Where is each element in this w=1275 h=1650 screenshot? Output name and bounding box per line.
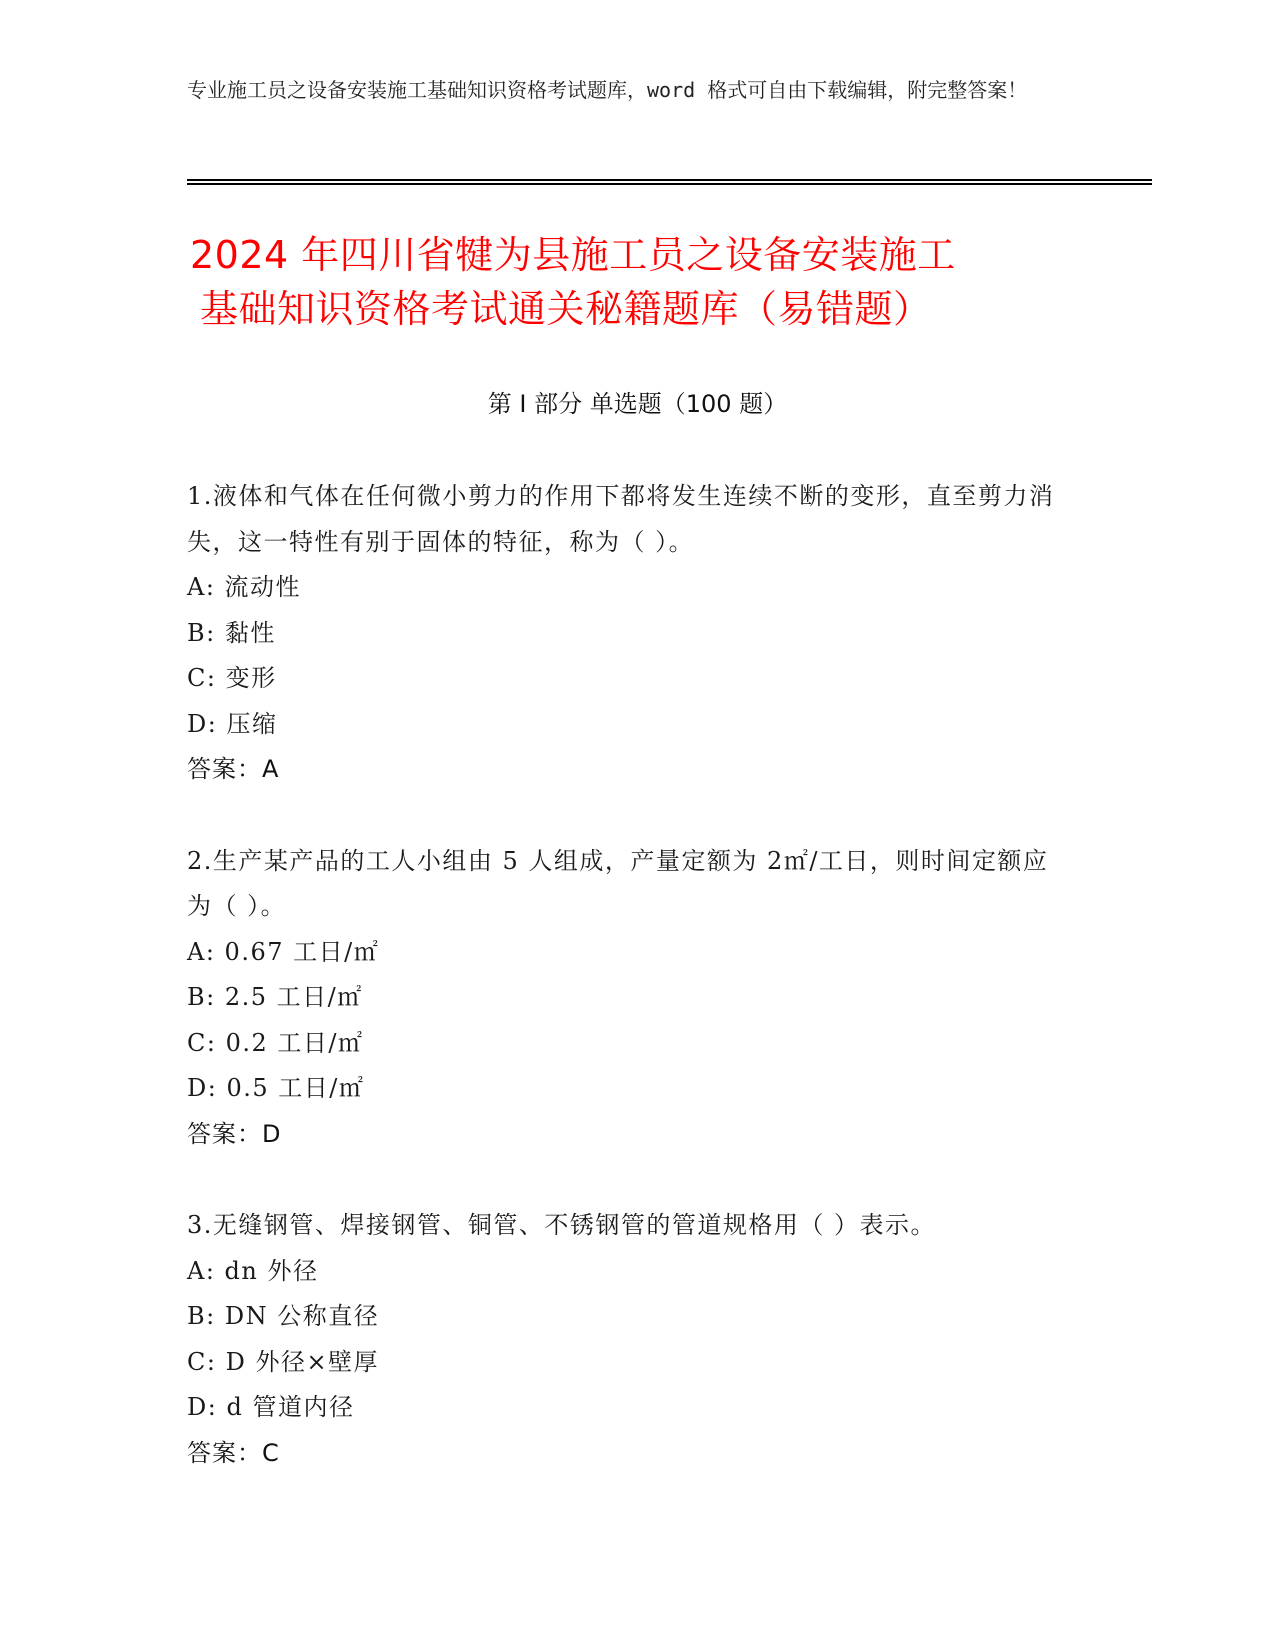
question-3 — [187, 1203, 1067, 1476]
question-text: 1.液体和气体在任何微小剪力的作用下都将发生连续不断的变形，直至剪力消失，这一特性有别于固体的特征，称为（ ）。 — [187, 482, 1055, 556]
header-note: 专业施工员之设备安装施工基础知识资格考试题库，word 格式可自由下载编辑，附完整答案！ — [187, 78, 1028, 102]
option-c: C: 0.2 工日/㎡ — [187, 1028, 364, 1057]
section-heading: 第 I 部分 单选题（100 题） — [487, 390, 788, 418]
header-divider-thick — [187, 183, 1152, 185]
option-d: D: d 管道内径 — [187, 1393, 355, 1421]
option-a: A: dn 外径 — [187, 1256, 319, 1285]
document-title-line-2: 基础知识资格考试通关秘籍题库（易错题） — [200, 287, 932, 331]
question-text: 3.无缝钢管、焊接钢管、铜管、不锈钢管的管道规格用（ ）表示。 — [187, 1211, 937, 1239]
answer-line: 答案：C — [187, 1438, 280, 1467]
answer-line: 答案：D — [187, 1119, 282, 1148]
question-text: 2.生产某产品的工人小组由 5 人组成，产量定额为 2㎡/工日，则时间定额应为（ ）。 — [187, 846, 1049, 920]
option-a: A: 0.67 工日/㎡ — [187, 937, 380, 966]
option-b: B: DN 公称直径 — [187, 1302, 380, 1330]
option-c: C: 变形 — [187, 664, 277, 692]
document-title — [190, 228, 1150, 336]
answer-line: 答案：A — [187, 755, 280, 783]
option-b: B: 2.5 工日/㎡ — [187, 983, 363, 1011]
option-d: D: 压缩 — [187, 709, 278, 738]
option-d: D: 0.5 工日/㎡ — [187, 1074, 365, 1102]
question-list — [187, 474, 1067, 1522]
option-a: A: 流动性 — [187, 573, 302, 601]
document-title-line-1: 2024 年四川省犍为县施工员之设备安装施工 — [190, 233, 956, 277]
option-b: B: 黏性 — [187, 618, 276, 647]
question-1 — [187, 474, 1067, 793]
question-2 — [187, 839, 1067, 1158]
header-divider-thin — [187, 179, 1152, 181]
option-c: C: D 外径×壁厚 — [187, 1347, 380, 1376]
